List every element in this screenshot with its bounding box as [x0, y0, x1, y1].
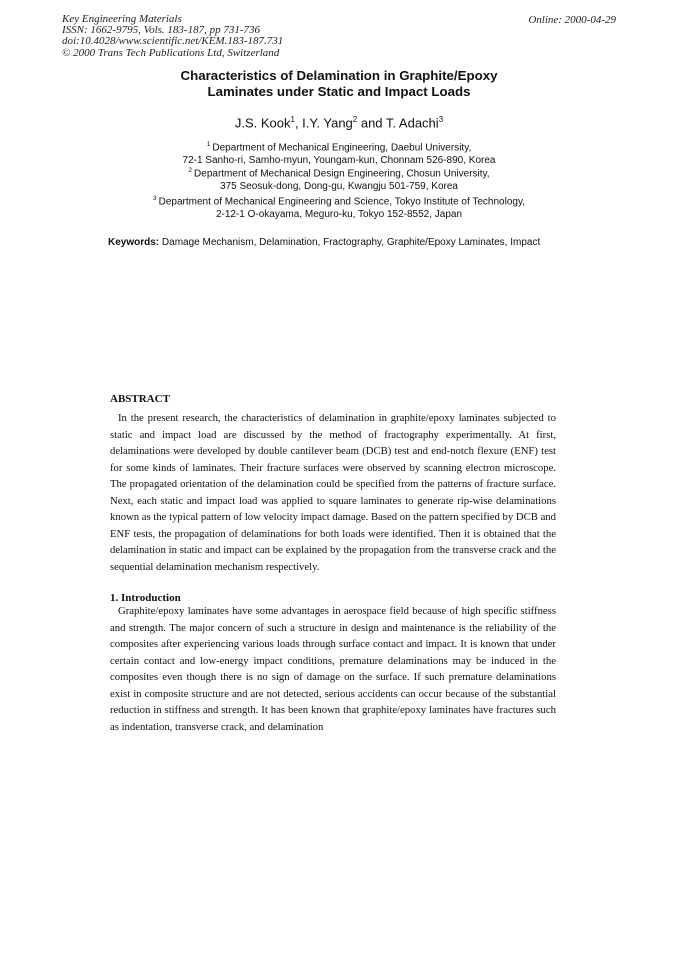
affiliation-marker: 2: [188, 167, 193, 174]
author-affil-marker: 1: [290, 115, 295, 124]
title-line-2: Laminates under Static and Impact Loads: [207, 84, 471, 99]
journal-header: [62, 14, 283, 59]
abstract-paragraph: In the present research, the characteristics of delamination in graphite/epoxy laminates subjected to static and impact load are discussed by the method of fractography experimentally. At first, delaminations were developed by double cantilever beam (DCB) test and end-notch flexure (ENF) test for some kinds of laminates. Their fracture surfaces were observed by scanning electron microscope. The propagated orientation of the delamination could be specified from the patterns of fracture surface. Next, each static and impact load was applied to square laminates to generate rip-wise delaminations known as the typical pattern of low velocity impact damage. Based on the pattern specified by DCB and ENF tests, the propagation of delaminations for both loads were identified. Then it is obtained that the delamination in static and impact can be explained by the propagation from the transverse crack and the sequential delamination mechanism respectively.: [110, 412, 556, 573]
author-name: I.Y. Yang: [302, 115, 353, 131]
keywords-label: Keywords:: [108, 237, 160, 248]
introduction-paragraph: Graphite/epoxy laminates have some advantages in aerospace field because of high specific stiffness and strength. The major concern of such a structure in design and maintenance is the reliability of the composites after experiencing various loads through surface contact and impact. It is known that under certain contact and low-energy impact conditions, premature delaminations may be induced in the composites even though there is no sign of damage on the surface. If such premature delaminations exist in composite structure and are not detected, serious accidents can occur because of the substantial reduction in stiffness and strength. It has been known that graphite/epoxy laminates have fractures such as indentation, transverse crack, and delamination: [110, 605, 556, 733]
affiliation-line: Department of Mechanical Design Engineering, Chosun University,: [194, 168, 490, 180]
paper-title: [0, 68, 678, 100]
affiliation-marker: 3: [153, 195, 157, 202]
keywords: [108, 237, 540, 248]
affiliation: [0, 193, 678, 221]
abstract-heading: ABSTRACT: [110, 393, 170, 405]
title-line-1: Characteristics of Delamination in Graphite/Epoxy: [180, 68, 498, 83]
affiliation-address: 375 Seosuk-dong, Dong-gu, Kwangju 501-759, Korea: [220, 180, 458, 192]
author-affil-marker: 3: [438, 115, 444, 124]
author-affil-marker: 2: [352, 115, 358, 124]
issn-line: ISSN: 1662-9795, Vols. 183-187, pp 731-736: [62, 24, 260, 37]
affiliation-address: 2-12-1 O-okayama, Meguro-ku, Tokyo 152-8552, Japan: [215, 208, 463, 220]
author-separator: and: [357, 115, 386, 131]
author-separator: ,: [294, 115, 303, 131]
online-date: Online: 2000-04-29: [528, 14, 616, 26]
copyright-line: © 2000 Trans Tech Publications Ltd, Switzerland: [62, 46, 280, 59]
affiliation: [0, 165, 678, 193]
affiliation-line: Department of Mechanical Engineering, Daebul University,: [212, 142, 472, 154]
introduction-body: [110, 603, 556, 735]
keywords-text: Damage Mechanism, Delamination, Fractography, Graphite/Epoxy Laminates, Impact: [161, 237, 541, 248]
affiliation-marker: 1: [206, 141, 211, 148]
author-name: T. Adachi: [385, 115, 439, 131]
introduction-heading: 1. Introduction: [110, 592, 181, 604]
doi-line: doi:10.4028/www.scientific.net/KEM.183-187.731: [62, 35, 284, 48]
author-list: [0, 115, 678, 130]
affiliation: [0, 139, 678, 167]
author-name: J.S. Kook: [234, 115, 291, 131]
abstract-body: [110, 410, 556, 575]
affiliation-line: Department of Mechanical Engineering and Science, Tokyo Institute of Technology,: [158, 196, 525, 208]
affiliation-address: 72-1 Sanho-ri, Samho-myun, Youngam-kun, Chonnam 526-890, Korea: [182, 154, 496, 166]
journal-name: Key Engineering Materials: [62, 13, 182, 25]
